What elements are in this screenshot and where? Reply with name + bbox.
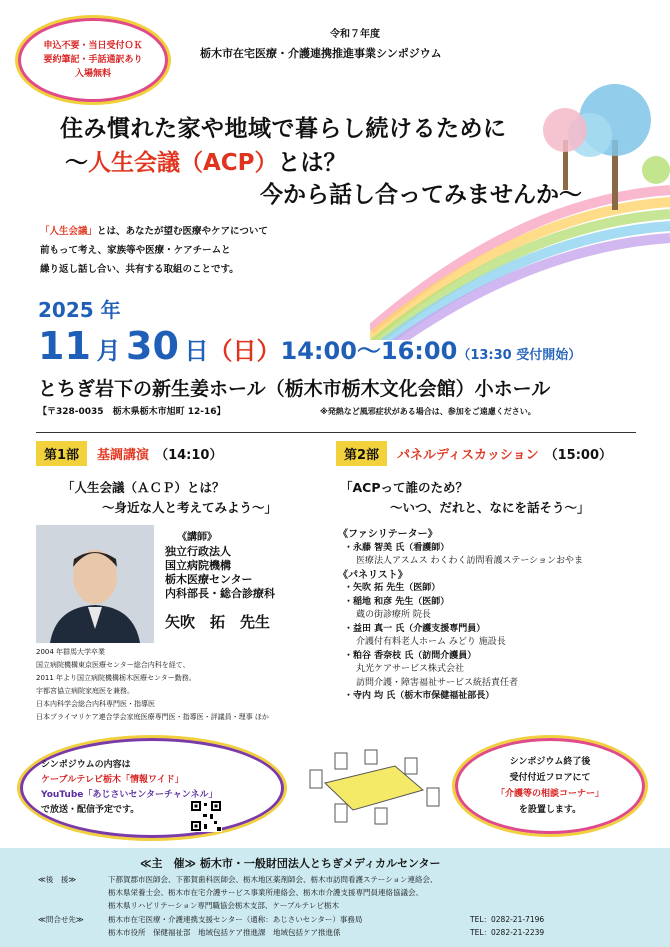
event-time: 14:00～16:00 bbox=[280, 337, 458, 365]
description-line3: 繰り返し話し合い、共有する取組のことです。 bbox=[40, 264, 239, 275]
part1-time: （14:10） bbox=[155, 447, 223, 463]
panelist-name: ・矢吹 拓 先生（医師） bbox=[344, 583, 441, 593]
career-line: 宇都宮協立病院家庭医を兼務。 bbox=[36, 687, 134, 695]
lecturer-photo bbox=[36, 525, 154, 643]
badge-line2: 要約筆記・手話通訳あり bbox=[43, 55, 143, 65]
part1-header bbox=[36, 440, 222, 466]
part2-header bbox=[336, 440, 612, 466]
info-badge bbox=[18, 18, 168, 102]
part1-title: 基調講演 bbox=[97, 447, 150, 463]
support-line: 栃木県リハビリテーション専門職協会栃木支部、ケーブルテレビ栃木 bbox=[108, 901, 339, 910]
event-month: 11 bbox=[38, 324, 91, 368]
part1-talk-line1: 「人生会議（ＡＣＰ）とは？ bbox=[62, 480, 225, 495]
panelist-org: 介護付有料老人ホーム みどり 施設長 bbox=[356, 637, 506, 647]
badge-line3: 入場無料 bbox=[74, 69, 111, 79]
consult-line3: 「介護等の相談コーナー」 bbox=[495, 789, 604, 799]
part2-time: （15:00） bbox=[544, 447, 613, 463]
description-quote: 「人生会議」 bbox=[40, 226, 98, 237]
lecturer-affiliation-4: 内科部長・総合診療科 bbox=[165, 587, 275, 600]
event-address: 【〒328-0035 栃木県栃木市旭町 12-16】 bbox=[38, 407, 226, 417]
event-month-unit: 月 bbox=[96, 337, 121, 365]
event-reception: （13:30 受付開始） bbox=[457, 348, 582, 363]
part2-talk bbox=[340, 478, 590, 518]
lecturer-role: 《講師》 bbox=[177, 532, 217, 543]
broadcast-line2: ケーブルテレビ栃木「情報ワイド」 bbox=[41, 775, 184, 785]
contact-tel2: TEL：0282-21-2239 bbox=[470, 928, 545, 937]
panelist-label: 《パネリスト》 bbox=[338, 569, 408, 581]
host: ≪主 催≫ 栃木市・一般財団法人とちぎメディカルセンター bbox=[140, 857, 441, 870]
panelist-org: 訪問介護・障害福祉サービス統括責任者 bbox=[356, 677, 519, 688]
event-year: 2025 年 bbox=[38, 298, 121, 322]
career-line: 国立病院機構東京医療センター総合内科を経て、 bbox=[36, 661, 190, 669]
career-line: 2011 年より国立病院機構栃木医療センター勤務。 bbox=[36, 674, 196, 682]
contact-label: ≪問合せ先≫ bbox=[38, 915, 84, 924]
badge-line1: 申込不要・当日受付ＯＫ bbox=[43, 41, 143, 51]
part1-talk bbox=[62, 478, 277, 518]
event-weekday: （日） bbox=[208, 337, 281, 365]
contact-line2: 栃木市役所 保健福祉部 地域包括ケア推進課 地域包括ケア推進係 bbox=[108, 928, 341, 937]
facilitator-label: 《ファシリテーター》 bbox=[338, 529, 438, 540]
part1-tag: 第1部 bbox=[36, 441, 87, 466]
lecturer-info bbox=[165, 528, 275, 632]
panel-list bbox=[338, 528, 648, 704]
event-date bbox=[38, 324, 581, 368]
fiscal-year: 令和７年度 bbox=[330, 29, 380, 40]
event-venue: とちぎ岩下の新生姜ホール（栃木市栃木文化会館）小ホール bbox=[38, 378, 551, 400]
panelist-name: ・益田 真一 氏（介護支援専門員） bbox=[344, 623, 486, 634]
contact-tel1: TEL：0282-21-7196 bbox=[470, 915, 545, 924]
consult-line2: 受付付近フロアにて bbox=[509, 773, 591, 783]
panelist-name: ・稲地 和彦 先生（医師） bbox=[344, 596, 450, 607]
title-line2 bbox=[65, 144, 347, 177]
panelist-name: ・粕谷 香奈枝 氏（訪問介護員） bbox=[344, 650, 477, 661]
support-line: 下都賀郡市医師会、下都賀歯科医師会、栃木地区薬剤師会、栃木市訪問看護ステーション連絡会、 bbox=[108, 875, 438, 884]
part2-title: パネルディスカッション bbox=[397, 447, 539, 463]
consult-info bbox=[455, 738, 645, 834]
panelist-name: ・寺内 均 氏（栃木市保健福祉部長） bbox=[344, 691, 495, 701]
career-line: 日本内科学会総合内科専門医・指導医 bbox=[36, 700, 155, 708]
consult-line4: を設置します。 bbox=[518, 805, 582, 815]
meeting-table-illustration bbox=[295, 748, 445, 828]
title-highlight: 人生会議（ACP） bbox=[88, 150, 278, 176]
event-day: 30 bbox=[126, 324, 179, 368]
part2-tag: 第2部 bbox=[336, 441, 387, 466]
broadcast-info bbox=[20, 738, 284, 838]
support-line: 栃木県栄養士会、栃木市在宅介護サービス事業所連絡会、栃木市介護支援専門員連絡協議会、 bbox=[108, 888, 423, 897]
title-line2-prefix: ～ bbox=[65, 150, 88, 176]
broadcast-line3: YouTube「あじさいセンターチャンネル」 bbox=[41, 790, 218, 800]
event-day-unit: 日 bbox=[184, 337, 209, 365]
lecturer-name: 矢吹 拓 先生 bbox=[165, 613, 271, 631]
broadcast-line4: で放送・配信予定です。 bbox=[41, 805, 140, 815]
panelist-org: 丸光ケアサービス株式会社 bbox=[356, 664, 465, 674]
part1-talk-line2: ～身近な人と考えてみよう～」 bbox=[102, 500, 278, 515]
title-line1: 住み慣れた家や地域で暮らし続けるために bbox=[60, 116, 507, 142]
broadcast-line1: シンポジウムの内容は bbox=[41, 760, 131, 770]
part2-talk-line1: 「ACPって誰のため？ bbox=[340, 480, 469, 495]
symposium-name: 栃木市在宅医療・介護連携推進事業シンポジウム bbox=[200, 47, 442, 60]
contact-line1: 栃木市在宅医療・介護連携支援センター（通称：あじさいセンター）事務局 bbox=[108, 915, 363, 924]
facilitator-name: ・永藤 智美 氏（看護師） bbox=[344, 542, 450, 553]
consult-line1: シンポジウム終了後 bbox=[509, 757, 591, 767]
support-label: ≪後 援≫ bbox=[38, 875, 77, 884]
description bbox=[40, 222, 370, 279]
lecturer-affiliation-3: 栃木医療センター bbox=[165, 573, 253, 586]
qr-code-icon[interactable] bbox=[190, 800, 222, 832]
section-divider bbox=[36, 432, 636, 433]
event-note: ※発熱など風邪症状がある場合は、参加をご遠慮ください。 bbox=[320, 407, 536, 416]
part2-talk-line2: ～いつ、だれと、なにを話そう～」 bbox=[390, 500, 590, 515]
facilitator-org: 医療法人アスムス わくわく訪問看護ステーションおやま bbox=[356, 556, 583, 566]
lecturer-affiliation-1: 独立行政法人 bbox=[165, 545, 231, 558]
career-line: 日本プライマリケア連合学会家庭医療専門医・指導医・評議員・理事 ほか bbox=[36, 713, 269, 721]
panelist-org: 蔵の街診療所 院長 bbox=[356, 610, 431, 620]
description-line2: 前もって考え、家族等や医療・ケアチームと bbox=[40, 245, 231, 256]
career-line: 2004 年群馬大学卒業 bbox=[36, 648, 106, 656]
description-line1: とは、あなたが望む医療やケアについて bbox=[97, 226, 268, 237]
title-line2-suffix: とは？ bbox=[277, 150, 347, 176]
lecturer-affiliation-2: 国立病院機構 bbox=[165, 559, 231, 572]
lecturer-career bbox=[36, 646, 326, 724]
title-line3: 今から話し合ってみませんか～ bbox=[260, 182, 582, 208]
